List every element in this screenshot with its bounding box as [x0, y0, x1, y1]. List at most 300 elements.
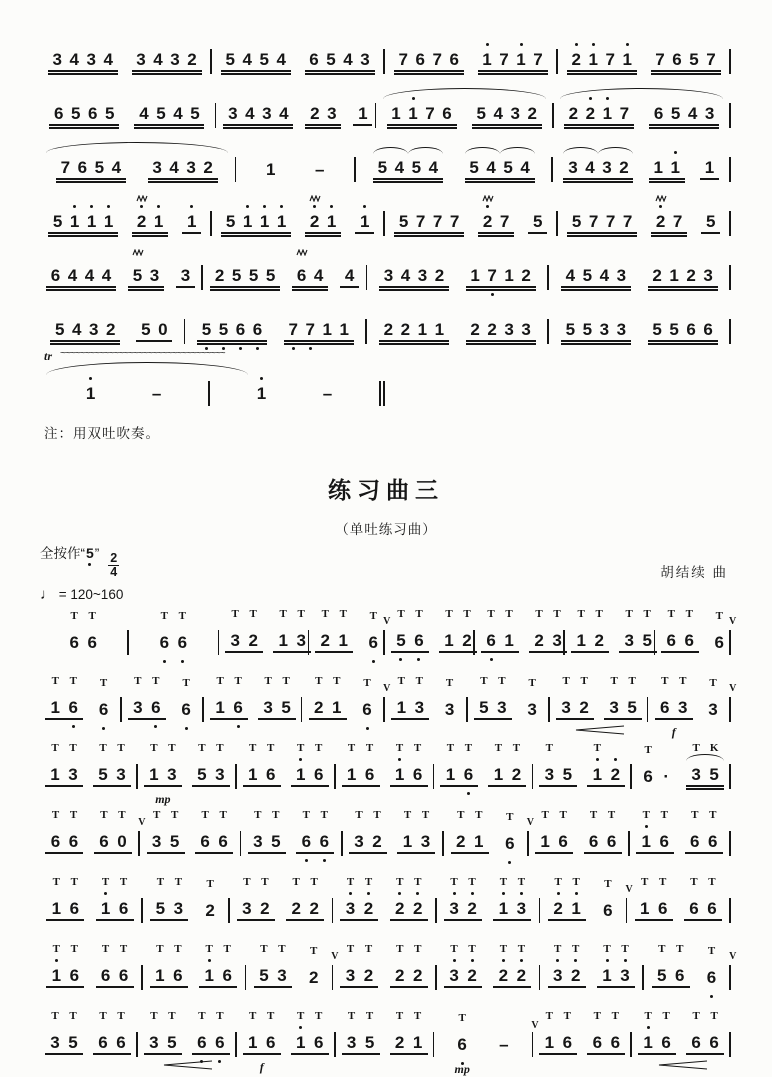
note-digit: 2: [456, 832, 466, 852]
note: [512, 943, 530, 986]
note: [150, 49, 167, 70]
beam-group: [273, 608, 311, 653]
note: [274, 608, 292, 651]
beam-group: [147, 809, 185, 854]
measure: [40, 1010, 135, 1055]
octave-dot-above: [589, 97, 592, 100]
tonguing-mark: T: [589, 809, 598, 822]
note: [74, 157, 91, 178]
note-digit: 6: [592, 1033, 603, 1053]
note-digit: 5: [190, 104, 200, 123]
note: [669, 49, 686, 70]
note: [412, 211, 429, 232]
tonguing-mark: T: [223, 943, 231, 956]
note: [83, 211, 100, 232]
trill-wave-line: ~~~~~~~~~~~~~~~~~~~~~~~~~~~~~~~~~~: [60, 348, 225, 359]
tonguing-mark: T: [160, 610, 168, 623]
octave-dot-above: [574, 959, 577, 962]
note: [83, 610, 101, 653]
note-digit: 5: [476, 104, 486, 123]
note-digit: 2: [467, 899, 477, 919]
note-digit: 6: [265, 1033, 276, 1053]
piece2-system-1: [40, 603, 737, 670]
note-digit: 2: [534, 631, 544, 651]
note: [198, 319, 215, 340]
note-digit: 3: [616, 320, 627, 339]
tonguing-mark: T: [302, 809, 310, 822]
note-digit: 1: [434, 320, 445, 339]
note-digit: 1: [493, 765, 504, 785]
tonguing-mark: T: [310, 876, 318, 889]
mordent-icon: [482, 195, 493, 202]
beam-group: [310, 159, 329, 180]
note: [336, 319, 353, 340]
note-digit: 1: [259, 212, 270, 231]
tonguing-mark: T: [396, 943, 404, 956]
note-digit: 6: [414, 631, 424, 651]
time-signature: [108, 552, 119, 579]
beam-group: [652, 943, 690, 988]
tonguing-mark: T: [234, 675, 242, 688]
note: [97, 876, 115, 919]
tonguing-mark: T: [710, 1010, 718, 1023]
note-digit: 5: [201, 320, 212, 339]
note-digit: 3: [420, 832, 431, 852]
note-digit: 2: [571, 50, 581, 69]
note: [145, 742, 163, 785]
octave-dot-above: [190, 205, 193, 208]
note-digit: 2: [413, 899, 423, 919]
tonguing-mark: T: [363, 677, 371, 690]
note: [530, 49, 547, 70]
note: [616, 943, 634, 986]
beam-group: [440, 742, 478, 787]
beam-group: [252, 383, 271, 404]
title-block: [40, 472, 732, 603]
beam-group: [210, 265, 280, 288]
note: [585, 809, 603, 852]
note-digit: 2: [521, 266, 531, 285]
tonguing-mark: T: [577, 608, 585, 621]
measure: [217, 103, 373, 126]
tonguing-mark: T: [373, 809, 381, 822]
note-digit: 7: [449, 212, 460, 231]
tonguing-mark: T: [119, 876, 128, 889]
octave-dot-above: [645, 825, 648, 828]
note-digit: 3: [417, 266, 428, 285]
barline: [442, 831, 444, 856]
note-digit: 1: [639, 899, 650, 919]
note-digit: 3: [327, 104, 337, 123]
note-digit: 5: [627, 698, 637, 718]
note-digit: 1: [482, 50, 492, 69]
barline: [729, 49, 731, 74]
beam-group: [291, 742, 329, 787]
note: [323, 103, 340, 124]
note: [558, 1010, 576, 1053]
note-digit: 7: [499, 212, 510, 231]
note-digit: 6: [442, 104, 452, 123]
note-digit: 1: [394, 765, 405, 785]
octave-dot-above: [520, 959, 523, 962]
key-tempo-block: [40, 542, 123, 603]
tonguing-mark: T: [347, 1010, 356, 1023]
note-digit: 7: [305, 320, 315, 339]
note-digit: 1: [602, 104, 613, 123]
tie-arc: [46, 362, 248, 375]
note: [441, 742, 459, 785]
note-digit: 7: [499, 50, 509, 69]
note: [530, 608, 548, 651]
note: [548, 608, 566, 651]
octave-dot-above: [453, 959, 456, 962]
tonguing-mark: T: [415, 608, 423, 621]
tonguing-mark: T: [118, 809, 126, 822]
note-digit: 2: [310, 104, 320, 123]
beam-group: [182, 211, 201, 234]
note: [540, 742, 558, 785]
note-digit: 3: [521, 320, 531, 339]
beam-group: [318, 383, 337, 404]
piece2-system-4: [40, 804, 732, 871]
note-digit: 3: [704, 104, 715, 123]
octave-dot-above: [626, 43, 629, 46]
note-digit: 6: [69, 899, 80, 919]
measure: [231, 876, 331, 921]
beam-group: [500, 811, 520, 854]
octave-dot-above: [556, 959, 559, 962]
beam-group: [349, 809, 387, 854]
octave-dot-below: [399, 658, 402, 661]
beam-group: [309, 675, 347, 720]
tonguing-mark: T: [512, 742, 521, 755]
note: [66, 211, 83, 232]
note: [154, 319, 171, 340]
barline: [354, 157, 356, 182]
note: [554, 809, 572, 852]
barline: [551, 157, 553, 182]
barline: [210, 49, 212, 74]
tonguing-mark: T: [69, 742, 77, 755]
barline: [383, 211, 385, 236]
note-digit: 3: [263, 698, 273, 718]
note: [129, 675, 147, 718]
note: [416, 809, 434, 852]
barline: [184, 319, 186, 344]
barline: [630, 1032, 632, 1057]
note: [64, 809, 82, 852]
tonguing-mark: T: [506, 811, 514, 824]
octave-dot-below: [88, 563, 91, 566]
note: [51, 319, 68, 340]
tonguing-mark: T: [415, 675, 423, 688]
octave-dot-above: [647, 1026, 650, 1029]
beam-group: [635, 876, 673, 921]
beam-group: [488, 742, 526, 787]
note-digit: 0: [117, 832, 127, 852]
note: [98, 265, 115, 286]
note: [256, 49, 273, 70]
octave-dot-below: [490, 658, 493, 661]
tonguing-mark: T: [593, 1010, 601, 1023]
tonguing-mark: T: [168, 1010, 176, 1023]
note-digit: 6: [703, 320, 713, 339]
barline: [235, 1032, 237, 1057]
tonguing-mark: T: [445, 677, 454, 690]
note-digit: 1: [153, 212, 164, 231]
measure: [310, 608, 391, 653]
tonguing-mark: T: [315, 742, 323, 755]
note-digit: 1: [670, 158, 680, 177]
beam-group: [528, 211, 547, 234]
note: [148, 383, 165, 404]
beam-group: [556, 675, 594, 720]
note: [567, 943, 585, 986]
note: [273, 211, 290, 232]
note: [392, 675, 410, 718]
measure: [238, 742, 333, 787]
tonguing-mark: T: [310, 945, 318, 958]
barline: [556, 211, 558, 236]
note: [163, 742, 181, 785]
tonguing-mark: T: [625, 608, 633, 621]
note: [500, 608, 518, 651]
note-digit: 3: [552, 966, 563, 986]
barline: [630, 764, 632, 789]
tonguing-mark: T: [168, 742, 176, 755]
tonguing-mark: T: [468, 943, 476, 956]
beam-group: [466, 319, 536, 342]
tonguing-mark: T: [610, 675, 618, 688]
note-digit: 2: [308, 968, 319, 988]
note: [652, 49, 669, 70]
barline: [120, 697, 122, 722]
barline: [341, 831, 343, 856]
octave-dot-below: [72, 725, 75, 728]
note: [501, 319, 518, 340]
beam-group: [472, 103, 542, 126]
tonguing-mark: T: [554, 943, 562, 956]
note: [484, 265, 501, 286]
note-digit: 6: [505, 834, 515, 854]
note-digit: 5: [197, 765, 207, 785]
meter-denominator: 4: [110, 565, 118, 580]
note-digit: 7: [533, 50, 543, 69]
note: [112, 1010, 130, 1053]
beam-group: [561, 265, 631, 288]
octave-dot-below: [154, 725, 157, 728]
note: [524, 103, 541, 124]
note-digit: 5: [259, 50, 269, 69]
note: [655, 809, 673, 852]
barline: [136, 764, 138, 789]
beam-group: [379, 319, 449, 342]
note: [253, 383, 270, 404]
note: [173, 610, 191, 653]
note-digit: 1: [276, 212, 287, 231]
beam-group: [225, 608, 263, 653]
note: [439, 103, 456, 124]
note: [562, 319, 579, 340]
tonguing-mark: T: [413, 1010, 422, 1023]
tonguing-mark: T: [333, 675, 341, 688]
beam-group: [465, 157, 535, 180]
beam-group: [94, 809, 132, 854]
note-digit: 1: [504, 631, 514, 651]
note-digit: 1: [339, 320, 349, 339]
tonguing-mark: T: [152, 675, 160, 688]
note-digit: 3: [383, 266, 394, 285]
barline: [532, 1032, 534, 1057]
tonguing-mark: T: [450, 943, 458, 956]
note-digit: 6: [100, 966, 111, 986]
breath-mark: V: [729, 951, 737, 963]
mordent-icon: [655, 195, 666, 202]
note: [275, 103, 292, 124]
note: [466, 157, 483, 178]
tempo-marking: [40, 586, 123, 603]
tonguing-mark: T: [99, 742, 107, 755]
note: [46, 742, 64, 785]
slur-arc: [598, 147, 633, 154]
note: [341, 876, 359, 919]
beam-group: [686, 742, 724, 787]
tonguing-mark: T: [464, 742, 473, 755]
beam-group: [651, 49, 721, 72]
tonguing-mark: T: [216, 1010, 224, 1023]
note: [155, 610, 173, 653]
note-digit: 2: [248, 631, 258, 651]
note-digit: –: [499, 1035, 509, 1055]
note-digit: 5: [571, 212, 582, 231]
note-digit: 1: [215, 698, 225, 718]
note: [703, 876, 721, 919]
measure: [368, 265, 546, 288]
barline: [539, 965, 541, 990]
beam-group: [702, 945, 722, 988]
measure: [40, 876, 140, 921]
note-digit: 2: [527, 104, 537, 123]
note: [638, 608, 656, 651]
barline: [729, 265, 731, 290]
beam-group: [147, 383, 166, 404]
slur-arc: [46, 142, 228, 153]
note: [496, 49, 513, 70]
octave-dot-below: [218, 1060, 221, 1063]
tonguing-mark: T: [642, 809, 650, 822]
note-digit: 6: [368, 633, 379, 653]
note: [359, 943, 377, 986]
note-digit: 5: [156, 104, 166, 123]
barline: [539, 898, 541, 923]
beam-group: [397, 809, 435, 854]
barline: [532, 764, 534, 789]
note: [83, 49, 100, 70]
tonguing-mark: T: [249, 608, 257, 621]
note-digit: 4: [344, 266, 355, 285]
note: [306, 49, 323, 70]
note: [585, 49, 602, 70]
note-digit: 7: [619, 104, 630, 123]
note-digit: 3: [215, 765, 225, 785]
tonguing-mark: T: [279, 608, 287, 621]
tonguing-mark: T: [51, 675, 59, 688]
beam-group: [199, 943, 237, 988]
measure: [40, 211, 209, 234]
note-digit: 4: [111, 158, 122, 177]
piece1-system-5: [40, 246, 732, 300]
measure: [40, 157, 234, 180]
note: [177, 677, 195, 720]
note: [358, 677, 376, 720]
tonguing-mark: T: [463, 608, 471, 621]
tonguing-mark: T: [156, 876, 165, 889]
note-digit: 1: [704, 158, 715, 177]
note: [700, 265, 717, 286]
tonguing-mark: T: [347, 742, 356, 755]
octave-dot-above: [412, 97, 415, 100]
barline: [729, 831, 731, 856]
note: [244, 742, 262, 785]
tonguing-mark: T: [201, 809, 209, 822]
octave-dot-above: [157, 205, 160, 208]
tonguing-mark: T: [101, 943, 110, 956]
note-digit: 7: [672, 212, 683, 231]
beam-group: [128, 675, 166, 720]
note-digit: 5: [155, 899, 166, 919]
note-digit: 2: [516, 966, 527, 986]
note: [64, 675, 82, 718]
note-digit: 3: [620, 966, 630, 986]
note: [169, 103, 186, 124]
tonguing-mark: T: [70, 876, 78, 889]
tonguing-mark: T: [315, 675, 323, 688]
note-digit: 7: [487, 266, 497, 285]
octave-dot-below: [366, 727, 369, 730]
piece1-system-1: [40, 30, 732, 84]
tonguing-mark: T: [69, 809, 78, 822]
note: [359, 876, 377, 919]
note-digit: 3: [50, 1033, 60, 1053]
tonguing-mark: T: [562, 675, 570, 688]
note: [323, 211, 340, 232]
note-digit: 2: [320, 631, 331, 651]
tonguing-mark: T: [219, 809, 227, 822]
measure: [554, 157, 728, 180]
beam-group: [648, 265, 718, 288]
note: [494, 943, 512, 986]
note-digit: 5: [225, 50, 235, 69]
note: [397, 319, 414, 340]
note: [414, 319, 431, 340]
quote-close: ”: [94, 546, 100, 561]
note: [102, 319, 119, 340]
beam-group: [134, 103, 204, 126]
tonguing-mark: T: [355, 809, 363, 822]
note: [395, 211, 412, 232]
note: [310, 265, 327, 286]
note-digit: 4: [71, 320, 82, 339]
barline: [642, 965, 644, 990]
note-digit: 6: [486, 631, 496, 651]
note-digit: 2: [594, 631, 604, 651]
note-digit: 6: [200, 832, 210, 852]
note: [108, 157, 125, 178]
note: [567, 876, 585, 919]
note: [211, 1010, 229, 1053]
note-digit: 3: [242, 899, 252, 919]
barline: [729, 157, 731, 182]
